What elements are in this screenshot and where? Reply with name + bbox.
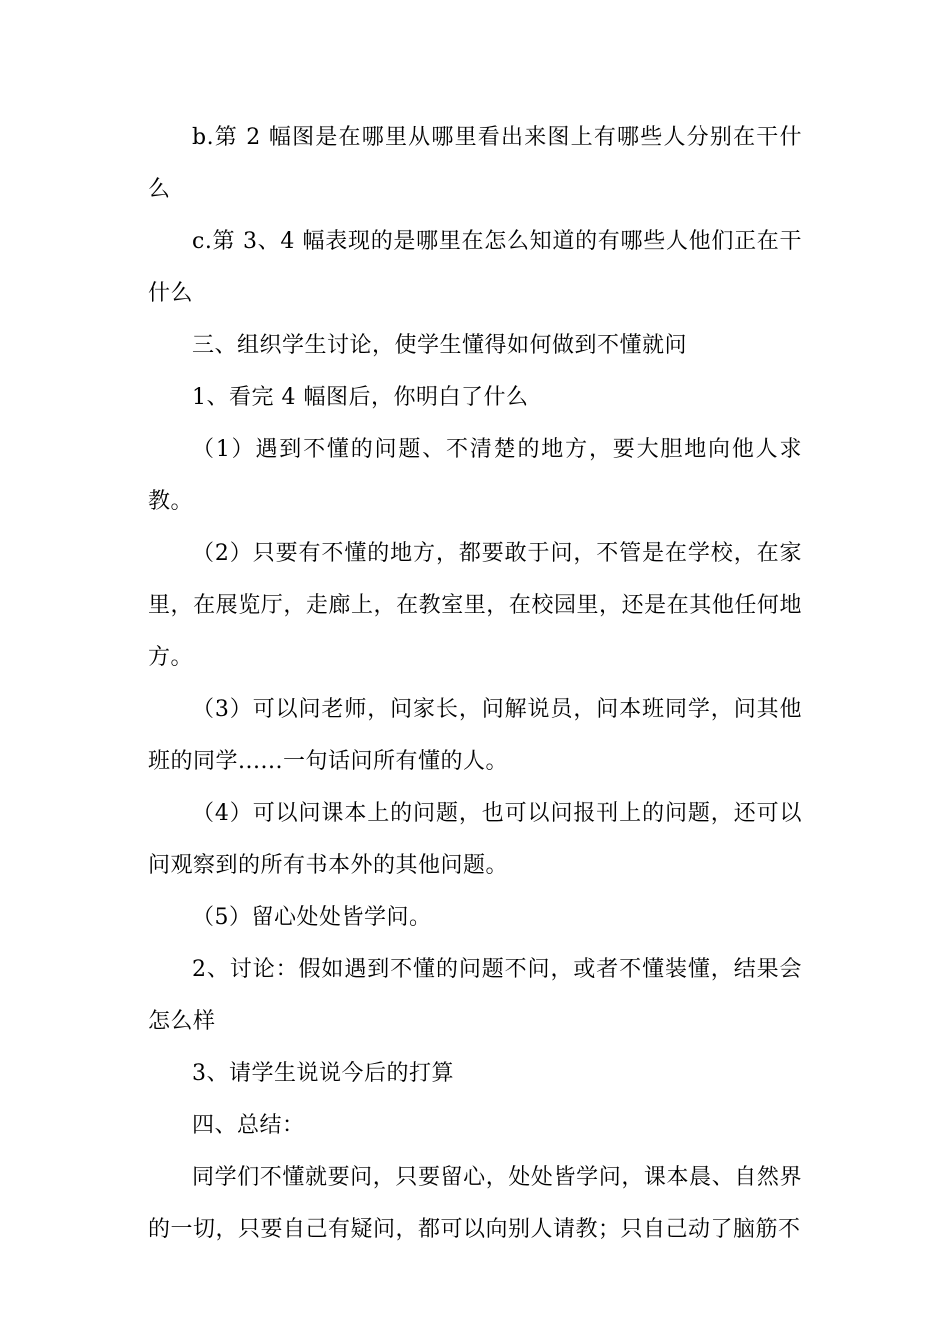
paragraph-point-1: （1）遇到不懂的问题、不清楚的地方，要大胆地向他人求教。 — [148, 437, 802, 514]
section-heading-discussion: 三、组织学生讨论，使学生懂得如何做到不懂就问 — [192, 333, 688, 358]
paragraph-summary: 同学们不懂就要问，只要留心，处处皆学问，课本晨、自然界的一切，只要自己有疑问，都可以向别人请教；只自己动了脑筋不 — [148, 1165, 802, 1242]
paragraph-point-4: （4）可以问课本上的问题，也可以问报刊上的问题，还可以问观察到的所有书本外的其他问题。 — [148, 801, 802, 878]
paragraph-point-5: （5）留心处处皆学问。 — [192, 905, 432, 930]
document-body — [148, 112, 802, 1256]
paragraph-item-1: 1、看完 4 幅图后，你明白了什么 — [192, 385, 529, 410]
paragraph-point-2: （2）只要有不懂的地方，都要敢于问，不管是在学校，在家里，在展览厅，走廊上，在教室里，在校园里，还是在其他任何地方。 — [148, 541, 802, 670]
paragraph-item-3: 3、请学生说说今后的打算 — [192, 1061, 454, 1086]
paragraph-item-2: 2、讨论：假如遇到不懂的问题不问，或者不懂装懂，结果会怎么样 — [148, 957, 802, 1034]
paragraph-question-b: b.第 2 幅图是在哪里从哪里看出来图上有哪些人分别在干什么 — [148, 125, 802, 202]
section-heading-summary: 四、总结： — [192, 1113, 305, 1138]
paragraph-point-3: （3）可以问老师，问家长，问解说员，问本班同学，问其他班的同学......一句话问所有懂的人。 — [148, 697, 802, 774]
paragraph-question-c: c.第 3、4 幅表现的是哪里在怎么知道的有哪些人他们正在干什么 — [148, 229, 802, 306]
